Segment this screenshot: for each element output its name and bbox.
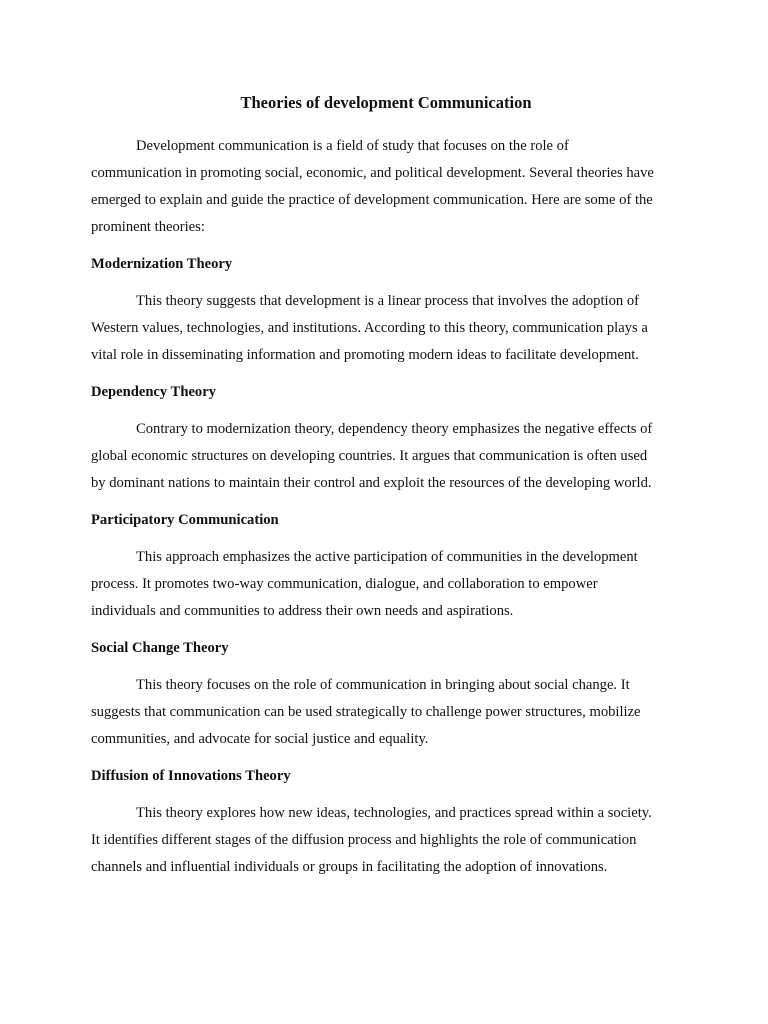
section-paragraph-diffusion (91, 800, 681, 881)
intro-paragraph (91, 133, 681, 241)
section-paragraph-participatory (91, 544, 681, 625)
section-heading-diffusion: Diffusion of Innovations Theory (91, 768, 291, 784)
section-paragraph-social-change (91, 672, 681, 753)
paragraph-line: vital role in disseminating information and promoting modern ideas to facilitate development. (91, 347, 639, 363)
paragraph-line: This theory focuses on the role of communication in bringing about social change. It (136, 677, 630, 693)
intro-line: communication in promoting social, economic, and political development. Several theories have (91, 165, 654, 181)
section-heading-dependency: Dependency Theory (91, 384, 216, 400)
paragraph-line: Contrary to modernization theory, dependency theory emphasizes the negative effects of (136, 421, 653, 437)
section-heading-modernization: Modernization Theory (91, 256, 233, 272)
paragraph-line: communities, and advocate for social justice and equality. (91, 731, 429, 747)
intro-line: Development communication is a field of study that focuses on the role of (136, 138, 569, 154)
paragraph-line: Western values, technologies, and institutions. According to this theory, communication plays a (91, 320, 648, 336)
document-title: Theories of development Communication (240, 93, 532, 112)
paragraph-line: This approach emphasizes the active participation of communities in the development (136, 549, 638, 565)
paragraph-line: This theory suggests that development is a linear process that involves the adoption of (136, 293, 639, 309)
intro-line: prominent theories: (91, 219, 205, 235)
paragraph-line: individuals and communities to address their own needs and aspirations. (91, 603, 514, 619)
paragraph-line: global economic structures on developing countries. It argues that communication is often used (91, 448, 648, 464)
intro-line: emerged to explain and guide the practice of development communication. Here are some of the (91, 192, 653, 208)
paragraph-line: It identifies different stages of the diffusion process and highlights the role of communication (91, 832, 637, 848)
section-heading-participatory: Participatory Communication (91, 512, 279, 528)
paragraph-line: process. It promotes two-way communication, dialogue, and collaboration to empower (91, 576, 598, 592)
paragraph-line: This theory explores how new ideas, technologies, and practices spread within a society. (136, 805, 652, 821)
section-heading-social-change: Social Change Theory (91, 640, 229, 656)
paragraph-line: suggests that communication can be used strategically to challenge power structures, mobilize (91, 704, 641, 720)
document-page (91, 92, 681, 881)
section-paragraph-dependency (91, 416, 681, 497)
paragraph-line: by dominant nations to maintain their control and exploit the resources of the developing world. (91, 475, 652, 491)
section-paragraph-modernization (91, 288, 681, 369)
paragraph-line: channels and influential individuals or groups in facilitating the adoption of innovations. (91, 859, 608, 875)
